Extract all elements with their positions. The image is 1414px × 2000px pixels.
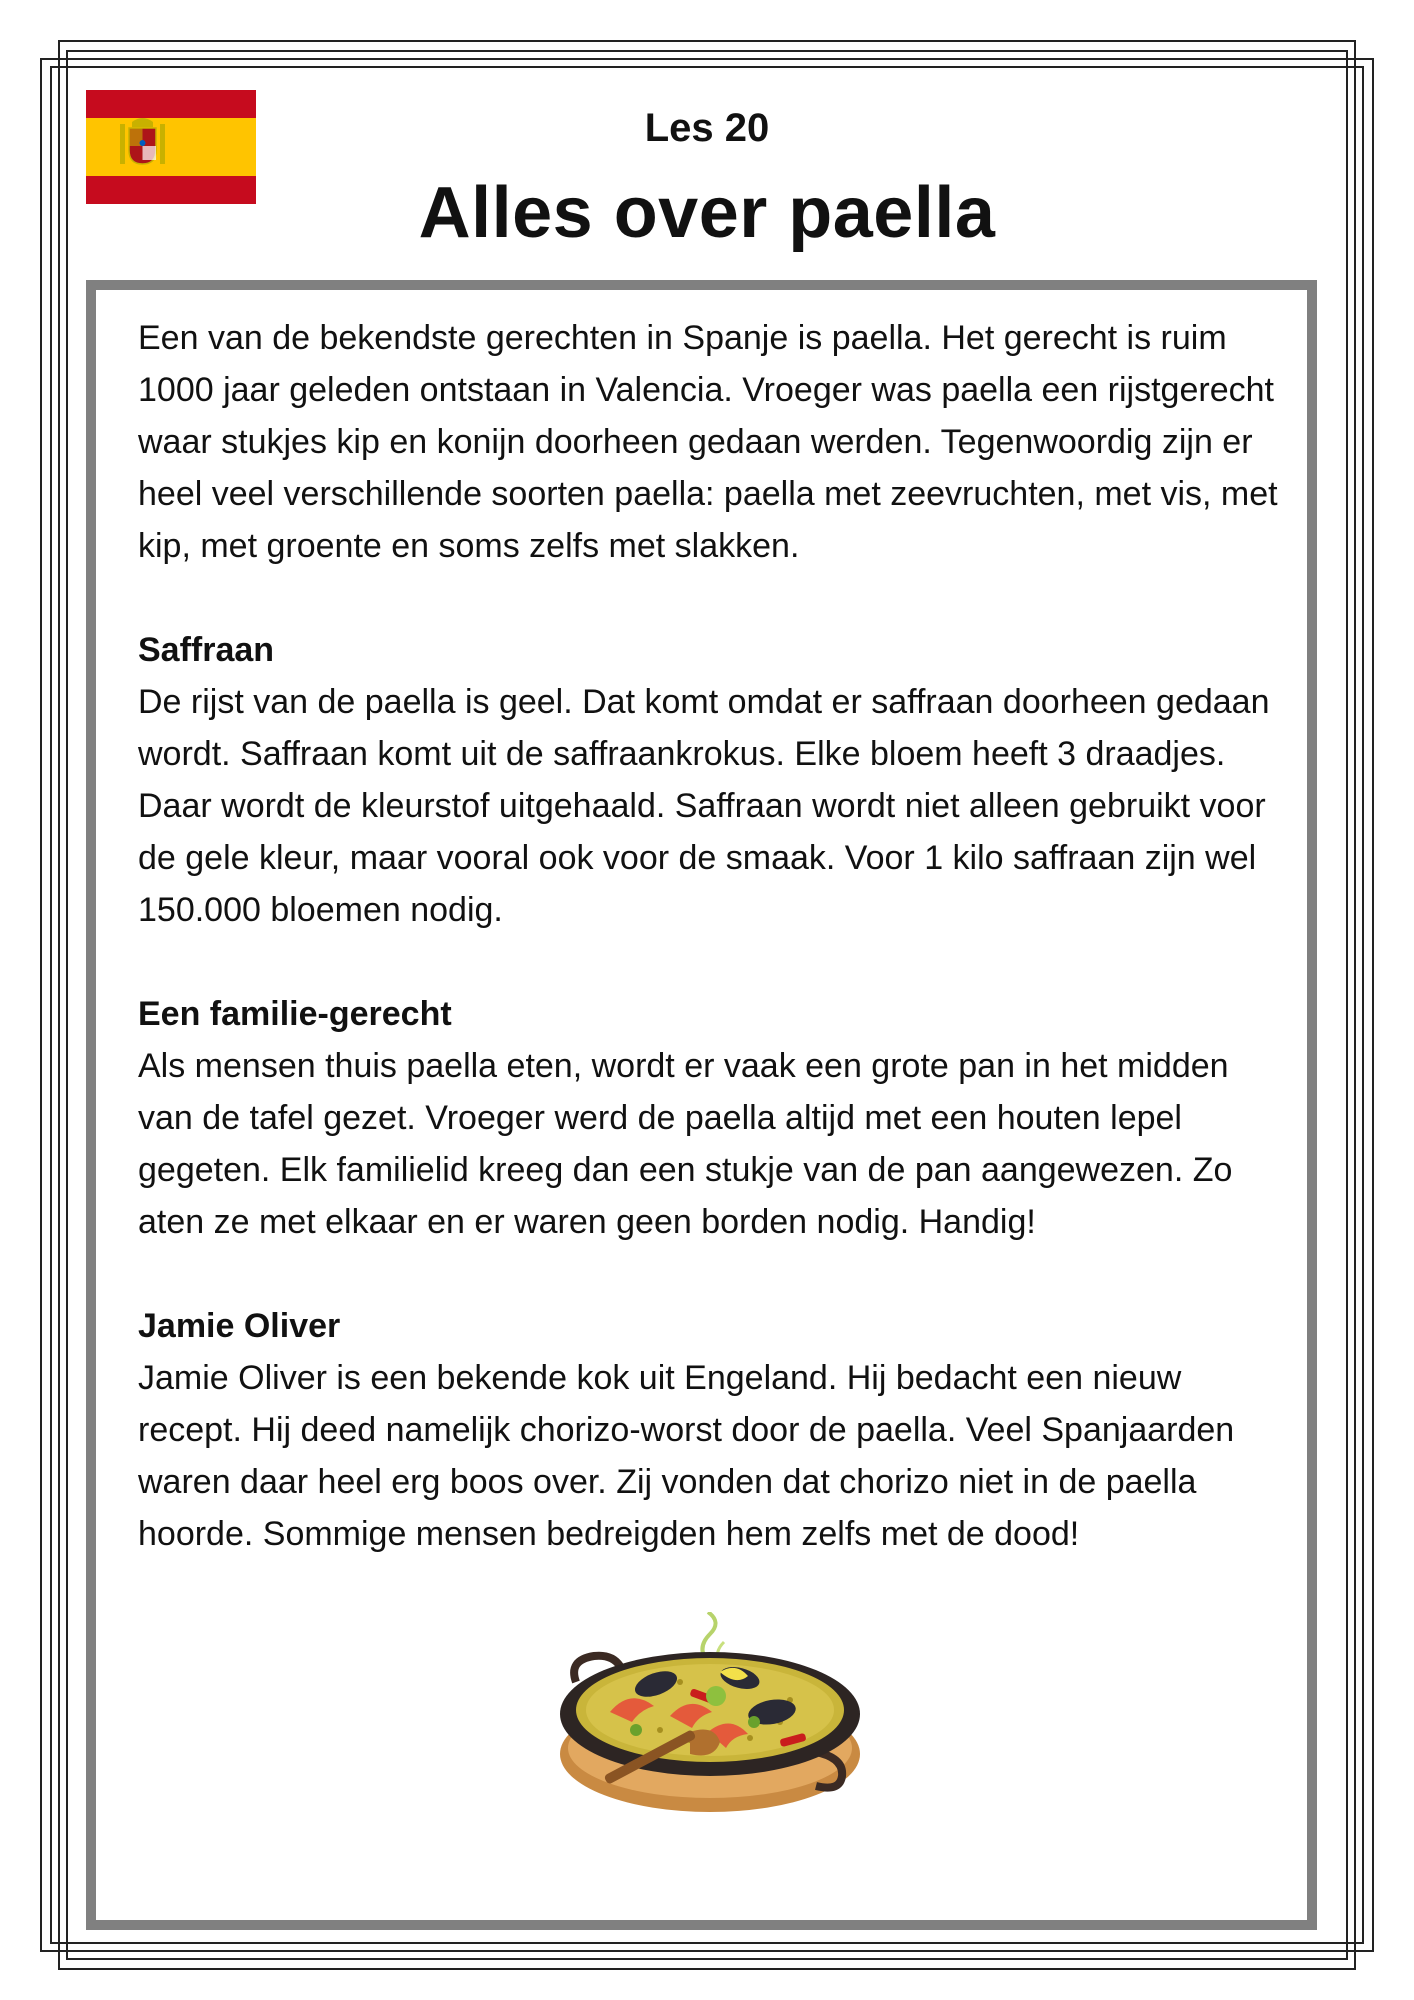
page-title: Alles over paella bbox=[418, 173, 996, 253]
intro-paragraph: Een van de bekendste gerechten in Spanje is paella. Het gerecht is ruim 1000 jaar geleden ontstaan in Valencia. Vroeger was paella een rijstgerecht waar stukjes kip en konijn doorheen gedaan werden. Tegenwoordig zijn er heel veel verschillende soorten paella: paella met zeevruchten, met vis, met kip, met groente en soms zelfs met slakken. bbox=[138, 319, 1278, 565]
lesson-number: Les 20 bbox=[644, 106, 770, 150]
section-text: De rijst van de paella is geel. Dat komt omdat er saffraan doorheen gedaan wordt. Saffraan komt uit de saffraankrokus. Elke bloem heeft 3 draadjes. Daar wordt de kleurstof uitgehaald. Saffraan wordt niet alleen gebruikt voor de gele kleur, maar vooral ook voor de smaak. Voor 1 kilo saffraan zijn wel 150.000 bloemen nodig. bbox=[138, 683, 1270, 929]
paella-pan-icon bbox=[540, 1612, 880, 1840]
section-heading: Een familie-gerecht bbox=[138, 995, 452, 1033]
section-saffraan bbox=[138, 624, 1288, 936]
section-text: Als mensen thuis paella eten, wordt er vaak een grote pan in het midden van de tafel gezet. Vroeger werd de paella altijd met een houten lepel gegeten. Elk familielid kreeg dan een stukje van de pan aangewezen. Zo aten ze met elkaar en er waren geen borden nodig. Handig! bbox=[138, 1047, 1233, 1241]
section-heading: Jamie Oliver bbox=[138, 1307, 341, 1345]
section-familie-gerecht bbox=[138, 988, 1288, 1248]
article-body bbox=[138, 312, 1288, 1612]
section-heading: Saffraan bbox=[138, 631, 275, 669]
section-jamie-oliver bbox=[138, 1300, 1288, 1560]
section-text: Jamie Oliver is een bekende kok uit Engeland. Hij bedacht een nieuw recept. Hij deed namelijk chorizo-worst door de paella. Veel Spanjaarden waren daar heel erg boos over. Zij vonden dat chorizo niet in de paella hoorde. Sommige mensen bedreigden hem zelfs met de dood! bbox=[138, 1359, 1235, 1553]
